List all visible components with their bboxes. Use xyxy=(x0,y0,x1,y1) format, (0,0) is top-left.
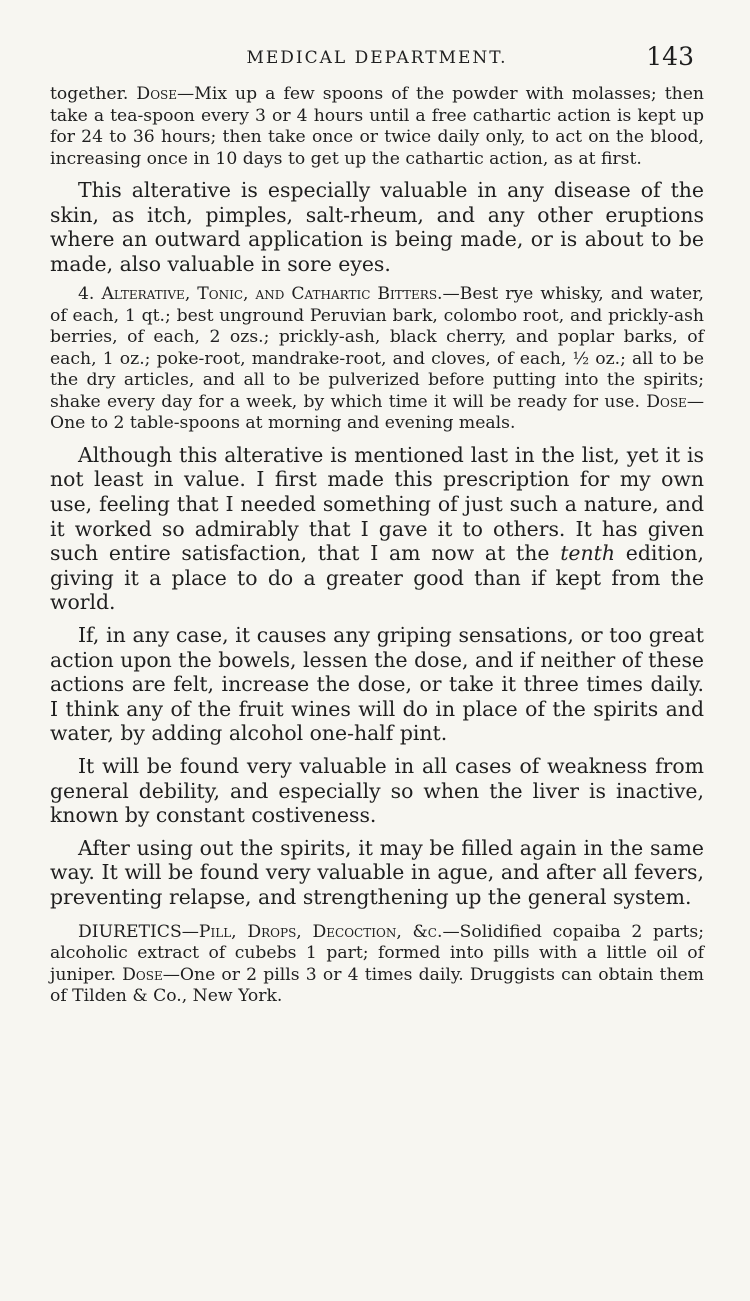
text: —One to 2 table-spoons at morning and evening meals. xyxy=(50,391,704,434)
italic-word: tenth xyxy=(560,541,615,566)
dose-label: Dose xyxy=(122,964,163,985)
text: Although this alterative is mentioned last in the list, yet it is not least in value. I first made this prescription for my own use, feeling that I needed something of just such a nature, and it worked so admirably that I gave it to others. It has given such entire satisfaction, that I am now at the xyxy=(50,442,704,566)
paragraph-refill: After using out the spirits, it may be filled again in the same way. It will be found very valuable in ague, and after all fevers, preventing relapse, and strengthening up the general system. xyxy=(50,835,704,909)
recipe-heading: Alterative, Tonic, and Cathartic Bitters. xyxy=(101,284,443,305)
running-head: MEDICAL DEPARTMENT. xyxy=(246,48,508,68)
dose-label: Dose xyxy=(646,391,687,412)
text: edition, giving it a place to do a greater good than if kept from the world. xyxy=(50,541,704,615)
text: —Solidified copaiba 2 parts; alcoholic extract of cubebs 1 part; formed into pills with a little oil of juniper. xyxy=(50,921,704,985)
item-number: 4. xyxy=(78,284,102,305)
paragraph-prescription-history xyxy=(50,443,704,615)
paragraph-alterative-value: This alterative is especially valuable in any disease of the skin, as itch, pimples, salt-rheum, and any other eruptions where an outward application is being made, or is about to be made, also valuable in sore eyes. xyxy=(50,178,704,276)
text: —Best rye whisky, and water, of each, 1 qt.; best unground Peruvian bark, colombo root, and prickly-ash berries, of each, 2 ozs.; prickly-ash, black cherry, and poplar barks, of each, 1 oz.; poke-root, mandrake-root, and cloves, of each, ½ oz.; all to be the dry articles, and all to be pulverized before putting into the spirits; shake every day for a week, by which time it will be ready for use. xyxy=(50,284,704,412)
text: together. xyxy=(50,84,137,104)
paragraph-diuretics xyxy=(50,922,704,1008)
paragraph-dose-adjustment: If, in any case, it causes any griping sensations, or too great action upon the bowels, lessen the dose, and if neither of these actions are felt, increase the dose, or take it three times daily. I think any of the fruit wines will do in place of the spirits and water, by adding alcohol one-half pint. xyxy=(50,623,704,746)
section-subheading: —Pill, Drops, Decoction, &c. xyxy=(181,921,443,942)
page-header xyxy=(50,40,704,84)
paragraph-bitters-recipe xyxy=(50,284,704,435)
paragraph-weakness: It will be found very valuable in all cases of weakness from general debility, and especially so when the liver is inactive, known by constant costiveness. xyxy=(50,754,704,828)
dose-label: Dose xyxy=(136,84,178,104)
text: —One or 2 pills 3 or 4 times daily. Druggists can obtain them of Tilden & Co., New York. xyxy=(50,964,704,1007)
text: —Mix up a few spoons of the powder with molasses; then take a tea-spoon every 3 or 4 hours until a free cathartic action is kept up for 24 to 36 hours; then take once or twice daily only, to act on the blood, increasing once in 10 days to get up the cathartic action, as at first. xyxy=(50,84,704,169)
section-heading: DIURETICS xyxy=(78,921,182,942)
page-number: 143 xyxy=(646,42,694,71)
paragraph-dose-instructions xyxy=(50,84,704,170)
